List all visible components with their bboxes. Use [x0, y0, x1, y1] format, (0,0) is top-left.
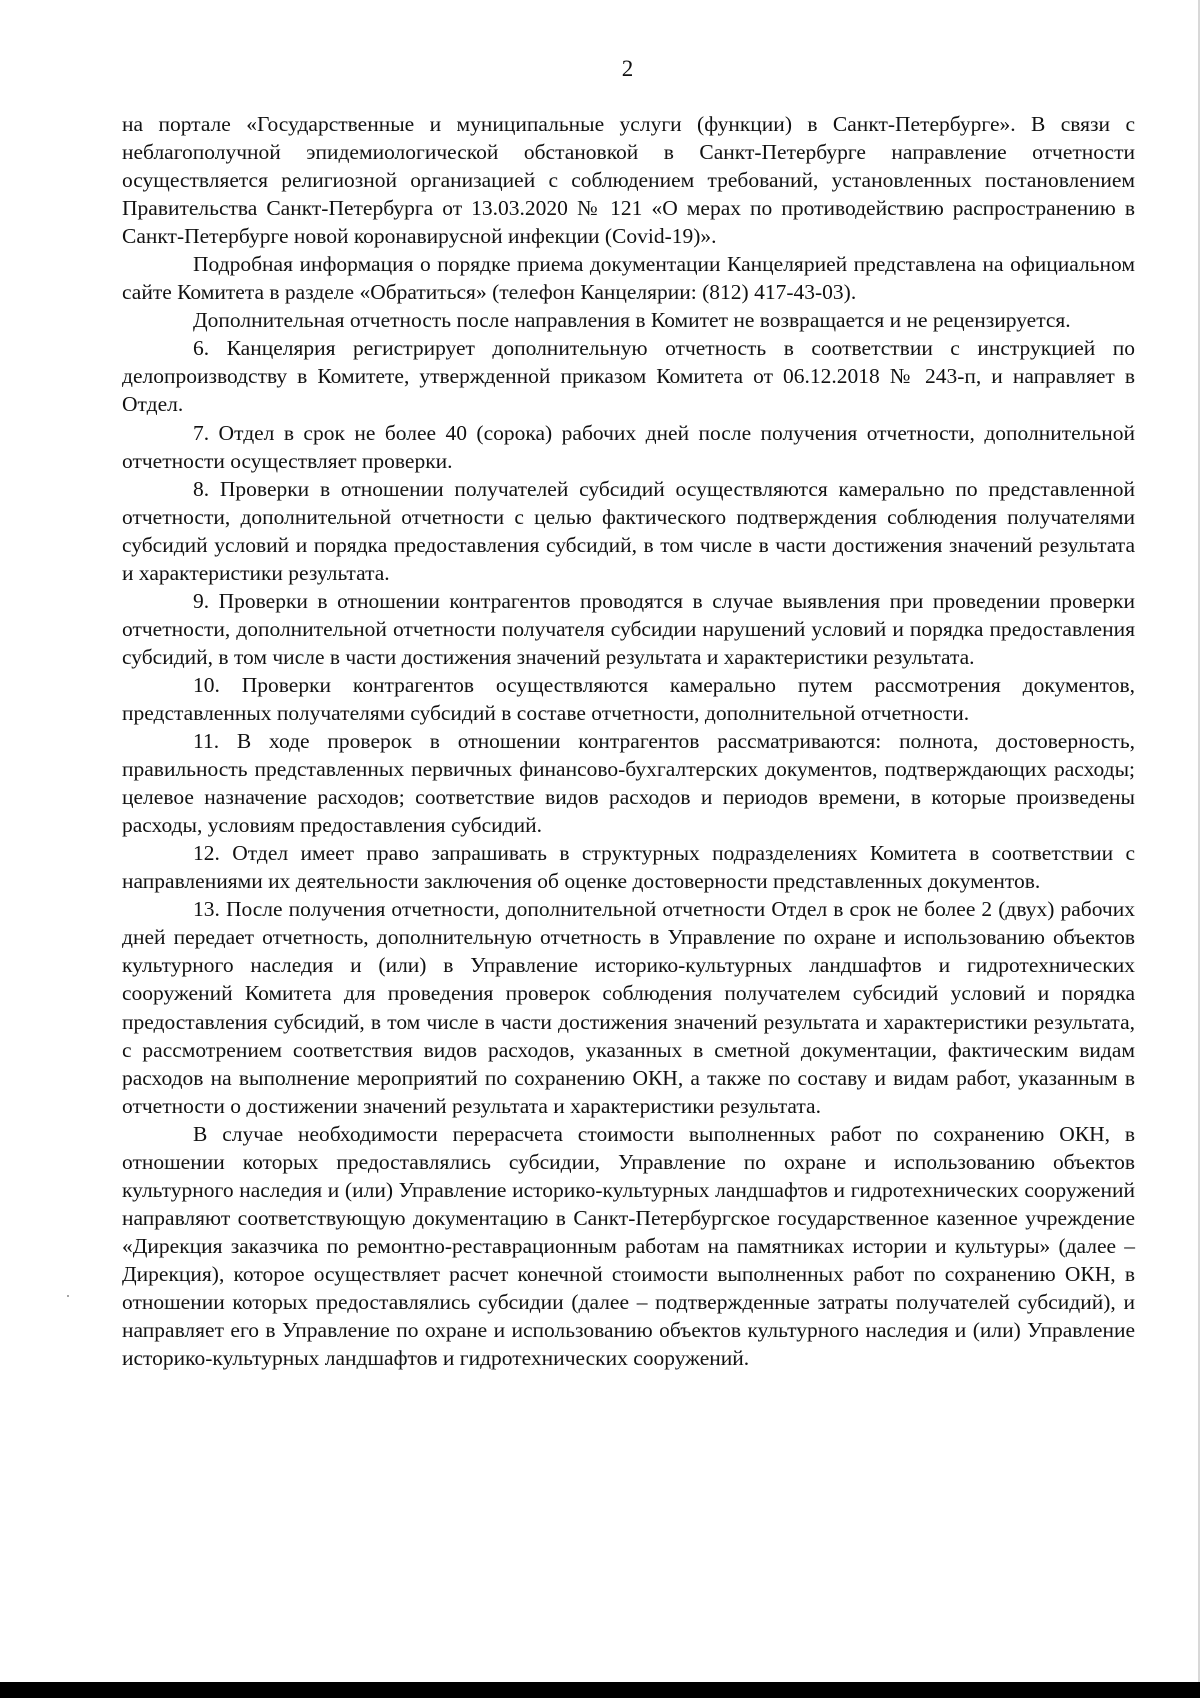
- paragraph-item-10: 10. Проверки контрагентов осуществляются камерально путем рассмотрения документов, представленных получателями субсидий в составе отчетности, дополнительной отчетности.: [122, 672, 1135, 725]
- paragraph-2: Подробная информация о порядке приема документации Канцелярией представлена на официальном сайте Комитета в разделе «Обратиться» (телефон Канцелярии: (812) 417-43-03).: [122, 252, 1135, 305]
- paragraph-item-11: 11. В ходе проверок в отношении контрагентов рассматриваются: полнота, достоверность, правильность представленных первичных финансово-бухгалтерских документов, подтверждающих расходы; целевое назначение расходов; соответствие видов расходов и периодов времени, в которые произведены расходы, условиям предоставления субсидий.: [122, 729, 1135, 838]
- paragraph-3: Дополнительная отчетность после направления в Комитет не возвращается и не рецензируется.: [193, 308, 1071, 333]
- paragraph-item-12: 12. Отдел имеет право запрашивать в структурных подразделениях Комитета в соответствии с направлениями их деятельности заключения об оценке достоверности представленных документов.: [122, 841, 1135, 894]
- paragraph-recalculation: В случае необходимости перерасчета стоимости выполненных работ по сохранению ОКН, в отношении которых предоставлялись субсидии, Управление по охране и использованию объектов культурного наследия и (или) Управление историко-культурных ландшафтов и гидротехнических сооружений направляют соответствующую документацию в Санкт-Петербургское государственное казенное учреждение «Дирекция заказчика по ремонтно-реставрационным работам на памятниках истории и культуры» (далее – Дирекция), которое осуществляет расчет конечной стоимости выполненных работ по сохранению ОКН, в отношении которых предоставлялись субсидии (далее – подтвержденные затраты получателей субсидий), и направляет его в Управление по охране и использованию объектов культурного наследия и (или) Управление историко-культурных ландшафтов и гидротехнических сооружений.: [122, 1121, 1135, 1371]
- scan-speck: [67, 1295, 69, 1297]
- scan-edge-bottom: [0, 1682, 1200, 1698]
- paragraph-item-9: 9. Проверки в отношении контрагентов проводятся в случае выявления при проведении проверки отчетности, дополнительной отчетности получателя субсидии нарушений условий и порядка предоставления субсидий, в том числе в части достижения значений результата и характеристики результата.: [122, 588, 1135, 669]
- paragraph-item-8: 8. Проверки в отношении получателей субсидий осуществляются камерально по представленной отчетности, дополнительной отчетности с целью фактического подтверждения соблюдения получателями субсидий условий и порядка предоставления субсидий, в том числе в части достижения значений результата и характеристики результата.: [122, 476, 1135, 585]
- paragraph-item-7: 7. Отдел в срок не более 40 (сорока) рабочих дней после получения отчетности, дополнительной отчетности осуществляет проверки.: [122, 420, 1135, 473]
- paragraph-1: на портале «Государственные и муниципальные услуги (функции) в Санкт-Петербурге». В связи с неблагополучной эпидемиологической обстановкой в Санкт-Петербурге направление отчетности осуществляется религиозной организацией с соблюдением требований, установленных постановлением Правительства Санкт-Петербурга от 13.03.2020 № 121 «О мерах по противодействию распространению в Санкт-Петербурге новой коронавирусной инфекции (Covid-19)».: [122, 112, 1135, 249]
- paragraph-item-6: 6. Канцелярия регистрирует дополнительную отчетность в соответствии с инструкцией по делопроизводству в Комитете, утвержденной приказом Комитета от 06.12.2018 № 243-п, и направляет в Отдел.: [122, 336, 1135, 417]
- page-number: 2: [621, 56, 634, 81]
- document-body: [122, 110, 1135, 1372]
- paragraph-item-13: 13. После получения отчетности, дополнительной отчетности Отдел в срок не более 2 (двух) рабочих дней передает отчетность, дополнительную отчетность в Управление по охране и использованию объектов культурного наследия и (или) в Управление историко-культурных ландшафтов и гидротехнических сооружений Комитета для проведения проверок соблюдения получателем субсидий условий и порядка предоставления субсидий, в том числе в части достижения значений результата и характеристики результата, с рассмотрением соответствия видов расходов, указанных в сметной документации, фактическим видам расходов на выполнение мероприятий по сохранению ОКН, а также по составу и видам работ, указанным в отчетности о достижении значений результата и характеристики результата.: [122, 897, 1135, 1118]
